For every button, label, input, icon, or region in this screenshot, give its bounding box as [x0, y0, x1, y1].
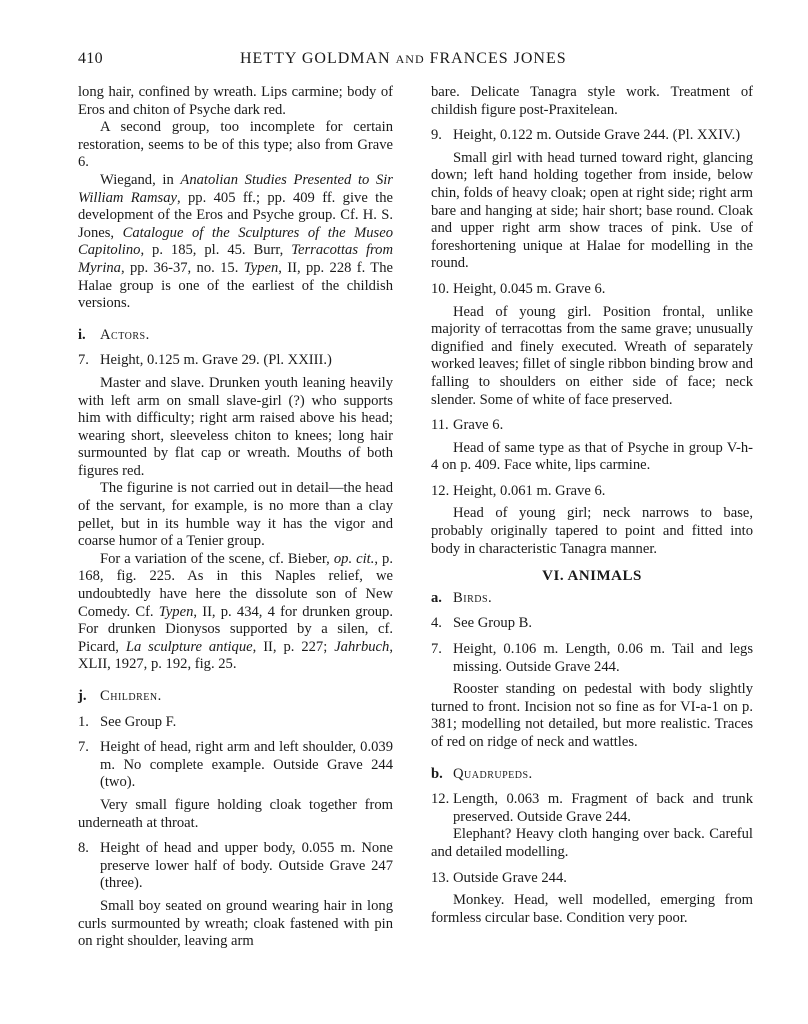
running-head: [240, 50, 567, 68]
running-head-and: AND: [395, 52, 425, 66]
reference-paragraph: For a variation of the scene, cf. Bieber, op. cit., p. 168, fig. 225. As in this Naples relief, we undoubtedly have here the dissolute son of New Comedy. Cf. Typen, II, p. 434, 4 for drunken group. For drunken Dionysos supported by a silen, cf. Picard, La sculpture antique, II, p. 227; Jahrbuch, XLII, 1927, p. 192, fig. 25.: [78, 550, 394, 673]
author-1: HETTY GOLDMAN: [240, 50, 391, 67]
catalog-entry: 12. Height, 0.061 m. Grave 6.: [431, 482, 606, 499]
subsection-heading-birds: a. Birds.: [431, 589, 493, 606]
catalog-entry: 7. Height of head, right arm and left shoulder, 0.039 m. No complete example. Outside Grave 244 (two).: [78, 739, 393, 791]
author-2: FRANCES JONES: [429, 50, 567, 67]
catalog-entry: 8. Height of head and upper body, 0.055 m. None preserve lower half of body. Outside Grave 247 (three).: [78, 840, 393, 892]
page-number: 410: [78, 50, 103, 67]
subsection-heading-actors: i. Actors.: [78, 326, 150, 343]
subsection-heading-quadrupeds: b. Quadrupeds.: [431, 765, 533, 782]
paragraph: Small boy seated on ground wearing hair in long curls surmounted by wreath; cloak fastened with pin on right shoulder, leaving arm: [78, 897, 393, 950]
catalog-entry: 12. Length, 0.063 m. Fragment of back and trunk preserved. Outside Grave 244.: [431, 791, 753, 825]
paragraph: Rooster standing on pedestal with body slightly turned to front. Incision not so fine as for VI-a-1 on p. 381; modelling not detailed, but more realistic. Traces of red on ridge of neck and wattles.: [431, 681, 753, 750]
catalog-entry: 1. See Group F.: [78, 713, 177, 730]
paragraph: long hair, confined by wreath. Lips carmine; body of Eros and chiton of Psyche dark red.: [78, 84, 393, 118]
catalog-entry: 10. Height, 0.045 m. Grave 6.: [431, 280, 606, 297]
paragraph: Master and slave. Drunken youth leaning heavily with left arm on small slave-girl (?) who supports him with difficulty; right arm raised above his head; wearing short, sleeveless chiton to knees; long hair surmounted by flat cap or wreath. Mouths of both figures red.: [78, 374, 393, 479]
paragraph: The figurine is not carried out in detail—the head of the servant, for example, is no more than a clay pellet, but in its humble way it has the vigor and coarse humor of a Tenier group.: [78, 480, 393, 550]
paragraph: bare. Delicate Tanagra style work. Treatment of childish figure post-Praxitelean.: [431, 84, 753, 118]
paragraph: Very small figure holding cloak together from underneath at throat.: [78, 796, 393, 831]
catalog-entry: 4. See Group B.: [431, 615, 533, 632]
paragraph: Head of young girl; neck narrows to base, probably originally tapered to point and fitted into body in characteristic Tanagra manner.: [431, 505, 753, 557]
catalog-entry: 9. Height, 0.122 m. Outside Grave 244. (Pl. XXIV.): [431, 127, 741, 144]
paragraph: Elephant? Heavy cloth hanging over back. Careful and detailed modelling.: [431, 826, 753, 860]
paragraph: Monkey. Head, well modelled, emerging from formless circular base. Condition very poor.: [431, 892, 753, 926]
right-column: [431, 84, 753, 927]
paragraph: Head of same type as that of Psyche in group V-h-4 on p. 409. Face white, lips carmine.: [431, 439, 753, 474]
subsection-heading-children: j. Children.: [78, 688, 162, 704]
reference-paragraph: Wiegand, in Anatolian Studies Presented to Sir William Ramsay, pp. 405 ff.; pp. 409 ff. give the development of the Eros and Psyche group. Cf. H. S. Jones, Catalogue of the Sculptures of the Museo Capitolino, p. 185, pl. 45. Burr, Terracottas from Myrina, pp. 36-37, no. 15. Typen, II, pp. 228 f. The Halae group is one of the earliest of the childish versions.: [78, 171, 393, 312]
paragraph: Small girl with head turned toward right, glancing down; left hand holding together from inside, below chin, folds of heavy cloak; open at right side; right arm bare and hanging at side; hair short; base round. Cloak and upper right arm show traces of pink. Use of foreshortening unique at Halae for modelling in the round.: [431, 149, 753, 272]
paragraph: A second group, too incomplete for certain restoration, seems to be of this type; also from Grave 6.: [78, 119, 393, 171]
catalog-entry: 7. Height, 0.106 m. Length, 0.06 m. Tail and legs missing. Outside Grave 244.: [431, 641, 753, 675]
left-column: [78, 84, 393, 951]
catalog-entry: 11. Grave 6.: [431, 417, 504, 434]
section-heading-animals: VI. ANIMALS: [542, 568, 642, 585]
catalog-entry: 13. Outside Grave 244.: [431, 869, 567, 886]
catalog-entry: 7. Height, 0.125 m. Grave 29. (Pl. XXIII.): [78, 352, 332, 369]
paragraph: Head of young girl. Position frontal, unlike majority of terracottas from the same grave; unusually dignified and finely executed. Wreath of separately worked leaves; fillet of single ribbon binding brow and falling to shoulders on either side of face; neck slender. Some of white of face preserved.: [431, 303, 753, 408]
